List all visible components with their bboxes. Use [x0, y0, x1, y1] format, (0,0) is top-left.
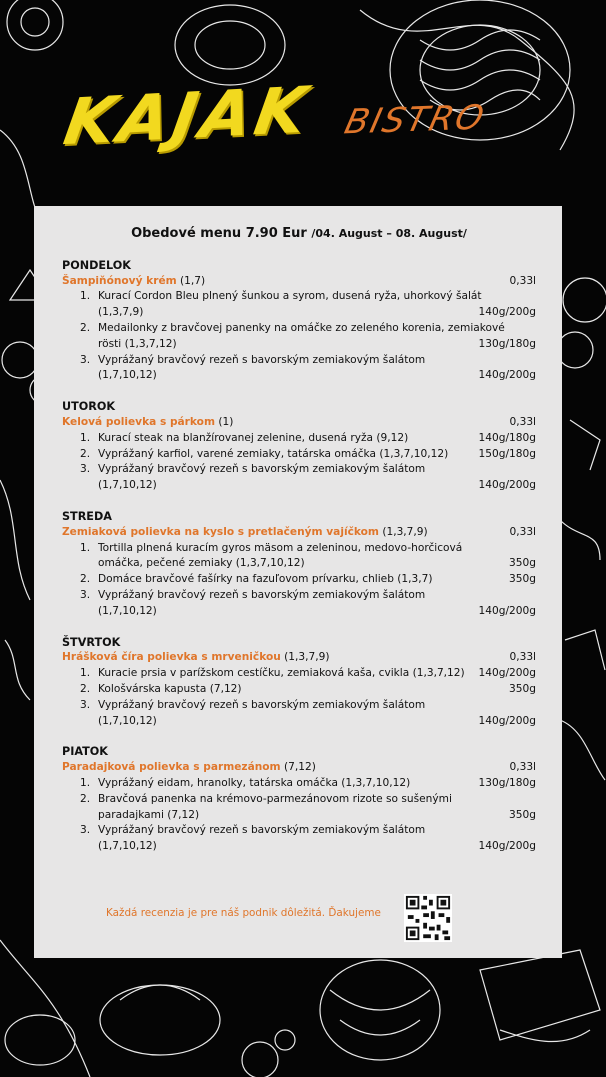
meal-text: Domáce bravčové fašírky na fazuľovom prívarku, chlieb (1,3,7) [98, 573, 433, 586]
soup-name: Kelová polievka s párkom [62, 415, 215, 428]
meal-text: Kuracie prsia v parížskom cestíčku, zemiaková kaša, cvikla (1,3,7,12) [98, 667, 465, 680]
meal-text: Vyprážaný bravčový rezeň s bavorským zemiakovým šalátom [98, 588, 426, 601]
meal-list [62, 289, 536, 384]
meal-text: Kurací Cordon Bleu plnený šunkou a syrom, dusená ryža, uhorkový šalát [98, 290, 482, 303]
meal-text: paradajkami (7,12) [98, 808, 200, 821]
meal-list [62, 666, 536, 729]
meal-text: (1,7,10,12) [98, 479, 157, 492]
meal-description [98, 321, 536, 353]
meal-description [98, 353, 536, 385]
meal-number: 2. [80, 447, 91, 460]
meal-weight: 140g/200g [478, 840, 536, 853]
meal-text: Medailonky z bravčovej panenky na omáčke zo zeleného korenia, zemiakové [98, 321, 505, 334]
meal-description [98, 289, 536, 321]
meal-text: (1,3,7,9) [98, 306, 144, 319]
meal-text: Vyprážaný bravčový rezeň s bavorským zemiakovým šalátom [98, 353, 426, 366]
meal-number: 1. [80, 541, 91, 554]
meal-description [98, 431, 536, 447]
day-section [62, 399, 536, 494]
soup-allergens: (1) [218, 415, 234, 428]
days-list [62, 258, 536, 855]
soup-allergens: (1,7) [180, 274, 206, 287]
meal-item [62, 776, 536, 792]
soup-row [62, 525, 536, 541]
meal-item [62, 682, 536, 698]
menu-title-text: Obedové menu 7.90 Eur [131, 226, 307, 241]
meal-number: 2. [80, 682, 91, 695]
meal-item [62, 823, 536, 855]
soup-row [62, 415, 536, 431]
meal-weight: 350g [509, 682, 536, 695]
meal-weight: 350g [509, 573, 536, 586]
soup-label [62, 274, 205, 290]
meal-number: 3. [80, 824, 91, 837]
meal-weight: 140g/200g [478, 369, 536, 382]
bistro-logo [58, 73, 546, 161]
meal-item [62, 447, 536, 463]
meal-item [62, 462, 536, 494]
meal-weight: 140g/200g [478, 714, 536, 727]
meal-list [62, 431, 536, 494]
meal-text: omáčka, pečené zemiaky (1,3,7,10,12) [98, 557, 305, 570]
meal-weight: 130g/180g [478, 776, 536, 789]
meal-text: Vyprážaný karfiol, varené zemiaky, tatárska omáčka (1,3,7,10,12) [98, 447, 449, 460]
meal-item [62, 353, 536, 385]
soup-name: Hrášková číra polievka s mrveničkou [62, 651, 281, 664]
meal-number: 2. [80, 321, 91, 334]
meal-weight: 350g [509, 808, 536, 821]
review-thanks-text: Každá recenzia je pre náš podnik dôležitá. Ďakujeme [106, 907, 381, 919]
menu-card [34, 206, 562, 958]
meal-text: Vyprážaný bravčový rezeň s bavorským zemiakovým šalátom [98, 463, 426, 476]
meal-item [62, 792, 536, 824]
meal-weight: 140g/200g [478, 604, 536, 617]
meal-description [98, 698, 536, 730]
meal-weight: 140g/200g [478, 667, 536, 680]
meal-number: 1. [80, 667, 91, 680]
soup-volume: 0,33l [509, 274, 536, 287]
meal-text: (1,7,10,12) [98, 604, 157, 617]
meal-description [98, 823, 536, 855]
meal-text: Bravčová panenka na krémovo-parmezánovom rizote so sušenými [98, 792, 452, 805]
day-section [62, 258, 536, 384]
meal-text: (1,7,10,12) [98, 840, 157, 853]
card-footer [34, 894, 562, 946]
meal-weight: 150g/180g [478, 447, 536, 460]
meal-text: Kurací steak na blanžírovanej zelenine, dusená ryža (9,12) [98, 431, 409, 444]
soup-allergens: (7,12) [283, 761, 316, 774]
meal-text: rösti (1,3,7,12) [98, 337, 177, 350]
meal-description [98, 588, 536, 620]
meal-text: (1,7,10,12) [98, 714, 157, 727]
meal-weight: 130g/180g [478, 337, 536, 350]
meal-description [98, 572, 536, 588]
meal-number: 2. [80, 573, 91, 586]
day-name: STREDA [62, 509, 112, 523]
day-section [62, 509, 536, 620]
soup-allergens: (1,3,7,9) [284, 651, 330, 664]
meal-number: 3. [80, 353, 91, 366]
day-name: UTOROK [62, 400, 116, 414]
soup-row [62, 760, 536, 776]
meal-list [62, 776, 536, 855]
soup-name: Paradajková polievka s parmezánom [62, 761, 281, 774]
meal-text: Vyprážaný bravčový rezeň s bavorským zemiakovým šalátom [98, 824, 426, 837]
meal-text: Vyprážaný eidam, hranolky, tatárska omáčka (1,3,7,10,12) [98, 776, 411, 789]
meal-number: 1. [80, 431, 91, 444]
meal-description [98, 447, 536, 463]
meal-text: Vyprážaný bravčový rezeň s bavorským zemiakovým šalátom [98, 698, 426, 711]
meal-item [62, 289, 536, 321]
meal-weight: 140g/200g [478, 306, 536, 319]
meal-number: 3. [80, 463, 91, 476]
soup-name: Šampiňónový krém [62, 274, 177, 287]
soup-label [62, 415, 233, 431]
meal-weight: 140g/180g [478, 431, 536, 444]
meal-item [62, 588, 536, 620]
meal-description [98, 776, 536, 792]
meal-description [98, 462, 536, 494]
meal-item [62, 321, 536, 353]
soup-allergens: (1,3,7,9) [382, 525, 428, 538]
meal-item [62, 431, 536, 447]
meal-item [62, 698, 536, 730]
meal-description [98, 792, 536, 824]
meal-weight: 140g/200g [478, 479, 536, 492]
meal-description [98, 682, 536, 698]
meal-text: Tortilla plnená kuracím gyros mäsom a zeleninou, medovo-horčicová [98, 541, 463, 554]
soup-volume: 0,33l [509, 651, 536, 664]
meal-description [98, 541, 536, 573]
day-name: ŠTVRTOK [62, 635, 121, 649]
logo-wordmark: KAJAK [58, 73, 316, 161]
meal-text: (1,7,10,12) [98, 369, 157, 382]
logo-subtitle: BISTRO [340, 97, 490, 143]
day-section [62, 744, 536, 855]
soup-label [62, 525, 428, 541]
meal-number: 2. [80, 792, 91, 805]
meal-item [62, 572, 536, 588]
soup-volume: 0,33l [509, 525, 536, 538]
meal-text: Kološvárska kapusta (7,12) [98, 682, 242, 695]
soup-name: Zemiaková polievka na kyslo s pretlačeným vajíčkom [62, 525, 379, 538]
meal-item [62, 666, 536, 682]
soup-row [62, 274, 536, 290]
meal-number: 3. [80, 588, 91, 601]
meal-weight: 350g [509, 557, 536, 570]
meal-number: 3. [80, 698, 91, 711]
soup-volume: 0,33l [509, 761, 536, 774]
day-name: PIATOK [62, 745, 108, 759]
soup-volume: 0,33l [509, 415, 536, 428]
menu-title [62, 226, 536, 242]
meal-description [98, 666, 536, 682]
day-section [62, 635, 536, 730]
qr-code-icon[interactable] [404, 894, 452, 942]
meal-item [62, 541, 536, 573]
meal-list [62, 541, 536, 620]
day-name: PONDELOK [62, 258, 131, 272]
menu-dates: /04. August – 08. August/ [311, 227, 467, 240]
soup-row [62, 650, 536, 666]
meal-number: 1. [80, 290, 91, 303]
meal-number: 1. [80, 776, 91, 789]
soup-label [62, 650, 330, 666]
soup-label [62, 760, 316, 776]
